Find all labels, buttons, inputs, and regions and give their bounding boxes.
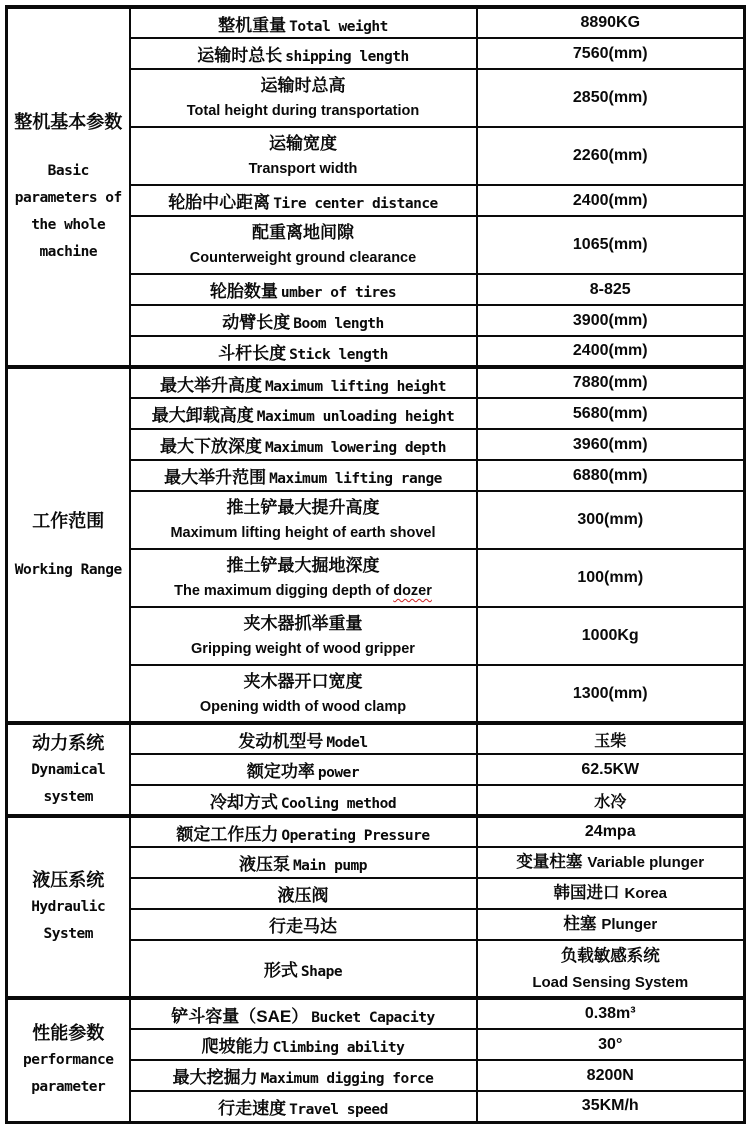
- spec-table-body: [7, 7, 745, 1122]
- category-label-en-line: Dynamical: [31, 761, 106, 778]
- category-cell-performance-parameter: [7, 998, 130, 1122]
- category-label-en-line: system: [43, 788, 93, 805]
- param-cell: [130, 816, 477, 847]
- value-cell: [477, 185, 745, 216]
- value-en: Variable plunger: [587, 854, 705, 871]
- param-label-zh: 发动机型号: [238, 731, 324, 751]
- value-en: Load Sensing System: [532, 973, 689, 991]
- value-text: 水冷: [594, 793, 627, 811]
- param-label-zh: 行走速度: [218, 1098, 287, 1118]
- value-cell: [477, 38, 745, 69]
- param-cell: [130, 305, 477, 336]
- param-label-zh: 额定工作压力: [176, 824, 279, 844]
- value-text: 0.38m³: [584, 1005, 636, 1022]
- category-cell-dynamical-system: [7, 723, 130, 816]
- value-text: 3960(mm): [572, 435, 648, 453]
- param-label-zh: 动臂长度: [222, 313, 291, 332]
- category-label-en-line: System: [43, 926, 93, 942]
- value-cell: [477, 398, 745, 429]
- category-label-en-line: parameter: [31, 1079, 106, 1096]
- value-cell: [477, 607, 745, 665]
- param-label-zh: 轮胎中心距离: [168, 193, 271, 212]
- value-cell: [477, 723, 745, 754]
- param-label-zh: 运输时总高: [260, 76, 346, 95]
- value-text: 2260(mm): [572, 147, 648, 164]
- param-label-zh: 液压阀: [277, 886, 329, 905]
- param-label-zh: 斗杆长度: [218, 343, 287, 363]
- param-cell: [130, 607, 477, 665]
- spellcheck-underlined-word: dozer: [393, 583, 432, 599]
- param-label-en: umber of tires: [280, 285, 397, 301]
- value-text: 7880(mm): [572, 374, 648, 391]
- param-cell: [130, 549, 477, 607]
- param-cell: [130, 1091, 477, 1122]
- param-cell: [130, 274, 477, 305]
- param-cell: [130, 398, 477, 429]
- param-cell: [130, 491, 477, 549]
- value-zh: 柱塞: [563, 915, 597, 933]
- value-zh: 韩国进口: [553, 884, 620, 902]
- param-label-en: Total weight: [289, 18, 388, 35]
- value-cell: [477, 847, 745, 878]
- param-cell: [130, 1060, 477, 1091]
- value-cell: [477, 665, 745, 723]
- param-label-zh: 运输宽度: [269, 134, 337, 153]
- value-cell: [477, 460, 745, 491]
- param-label-en: Counterweight ground clearance: [189, 250, 417, 266]
- param-label-en: Total height during transportation: [186, 103, 420, 119]
- param-cell: [130, 429, 477, 460]
- param-label-en: Operating Pressure: [281, 827, 430, 844]
- param-label-en: Travel speed: [289, 1101, 388, 1118]
- param-label-en: Maximum lifting height: [264, 378, 447, 395]
- param-label-en: Bucket Capacity: [311, 1009, 435, 1026]
- param-cell: [130, 216, 477, 274]
- value-text: 8200N: [586, 1066, 634, 1084]
- param-cell: [130, 185, 477, 216]
- value-cell: [477, 909, 745, 940]
- category-label-en-line: parameters of: [14, 190, 122, 206]
- param-cell: [130, 940, 477, 998]
- table-row: [7, 816, 745, 847]
- value-cell: [477, 816, 745, 847]
- value-text: 8-825: [589, 280, 631, 298]
- value-text: 1000Kg: [581, 627, 639, 644]
- param-label-zh: 推土铲最大掘地深度: [226, 556, 380, 575]
- category-label-zh: 整机基本参数: [14, 112, 123, 132]
- value-cell: [477, 1060, 745, 1091]
- value-text: 1065(mm): [572, 236, 648, 253]
- param-cell: [130, 1029, 477, 1060]
- value-cell: [477, 127, 745, 185]
- category-label-zh: 液压系统: [32, 870, 105, 890]
- value-zh: 负载敏感系统: [560, 946, 660, 965]
- param-cell: [130, 460, 477, 491]
- param-label-en: Main pump: [292, 858, 368, 874]
- param-label-en: Tire center distance: [273, 196, 438, 212]
- param-label-zh: 配重离地间隙: [252, 223, 354, 242]
- param-cell: [130, 723, 477, 754]
- value-zh: 变量柱塞: [516, 853, 583, 871]
- param-cell: [130, 909, 477, 940]
- value-cell: [477, 367, 745, 398]
- param-label-zh: 液压泵: [238, 855, 290, 874]
- param-cell: [130, 7, 477, 38]
- value-text: 300(mm): [577, 511, 644, 528]
- param-cell: [130, 847, 477, 878]
- table-row: [7, 7, 745, 38]
- category-label-en-line: the whole: [31, 217, 106, 233]
- category-label-zh: 性能参数: [32, 1023, 105, 1044]
- param-label-en: Model: [326, 734, 368, 751]
- param-cell: [130, 69, 477, 127]
- category-label-en-line: Working Range: [14, 561, 122, 578]
- param-cell: [130, 878, 477, 909]
- param-label-zh: 夹木器抓举重量: [243, 614, 363, 633]
- param-label-en: Stick length: [289, 346, 388, 363]
- param-cell: [130, 665, 477, 723]
- value-cell: [477, 69, 745, 127]
- param-label-en: Shape: [300, 964, 343, 980]
- value-text: 5680(mm): [572, 404, 648, 422]
- value-text: 7560(mm): [572, 44, 648, 62]
- param-label-en: Cooling method: [280, 795, 397, 812]
- param-label-en: Maximum digging force: [260, 1071, 434, 1087]
- value-cell: [477, 305, 745, 336]
- param-label-zh: 最大举升高度: [159, 375, 262, 395]
- param-label-zh: 夹木器开口宽度: [243, 671, 363, 691]
- param-label-en: shipping length: [285, 49, 409, 65]
- value-text: 3900(mm): [572, 311, 648, 329]
- param-cell: [130, 754, 477, 785]
- param-label-zh: 冷却方式: [209, 792, 278, 812]
- value-cell: [477, 491, 745, 549]
- param-label-en: Maximum lifting range: [269, 471, 442, 487]
- param-cell: [130, 336, 477, 367]
- param-label-en: Maximum lowering depth: [264, 440, 447, 456]
- value-text: 玉柴: [594, 732, 627, 750]
- table-row: [7, 998, 745, 1029]
- param-label-en: Maximum lifting height of earth shovel: [170, 525, 436, 541]
- param-label-zh: 铲斗容量（SAE）: [171, 1006, 309, 1026]
- category-label-zh: 动力系统: [32, 732, 105, 753]
- value-en: Korea: [624, 885, 668, 902]
- value-cell: [477, 429, 745, 460]
- param-label-en: Boom length: [293, 316, 384, 332]
- param-cell: [130, 785, 477, 816]
- value-text: 2400(mm): [572, 342, 648, 359]
- value-text: 2850(mm): [572, 89, 648, 106]
- param-label-zh: 形式: [263, 961, 298, 980]
- param-cell: [130, 367, 477, 398]
- value-cell: [477, 1091, 745, 1122]
- category-label-en-line: Hydraulic: [31, 899, 106, 915]
- table-row: [7, 367, 745, 398]
- param-label-en: Climbing ability: [272, 1040, 405, 1056]
- value-text: 24mpa: [584, 823, 636, 840]
- param-label-en: Transport width: [248, 161, 358, 177]
- value-text: 2400(mm): [572, 191, 648, 209]
- value-en: Plunger: [601, 916, 658, 933]
- param-label-en: Opening width of wood clamp: [199, 698, 407, 715]
- value-cell: [477, 940, 745, 998]
- value-cell: [477, 1029, 745, 1060]
- param-label-zh: 最大卸载高度: [151, 406, 254, 425]
- param-label-zh: 行走马达: [269, 917, 337, 936]
- value-text: 62.5KW: [581, 760, 640, 778]
- value-text: 6880(mm): [572, 466, 648, 484]
- category-label-en-line: performance: [22, 1052, 114, 1069]
- category-label-zh: 工作范围: [32, 510, 105, 531]
- category-cell-working-range: [7, 367, 130, 723]
- value-cell: [477, 216, 745, 274]
- param-cell: [130, 38, 477, 69]
- param-label-zh: 最大下放深度: [159, 437, 262, 456]
- category-cell-hydraulic-system: [7, 816, 130, 998]
- param-label-zh: 轮胎数量: [209, 282, 278, 301]
- value-text: 8890KG: [580, 14, 641, 31]
- value-cell: [477, 274, 745, 305]
- category-cell-basic-parameters: [7, 7, 130, 367]
- spec-table: [5, 5, 746, 1124]
- param-label-zh: 最大举升范围: [164, 468, 267, 487]
- param-label-en: The maximum digging depth of dozer: [174, 583, 432, 599]
- value-cell: [477, 7, 745, 38]
- value-cell: [477, 336, 745, 367]
- table-row: [7, 723, 745, 754]
- value-cell: [477, 785, 745, 816]
- param-label-zh: 推土铲最大提升高度: [226, 498, 380, 517]
- value-cell: [477, 878, 745, 909]
- param-label-zh: 爬坡能力: [201, 1037, 270, 1056]
- param-label-en: Gripping weight of wood gripper: [191, 641, 415, 657]
- value-text: 100(mm): [577, 569, 644, 586]
- value-cell: [477, 549, 745, 607]
- category-label-en-line: machine: [39, 244, 98, 260]
- value-text: 35KM/h: [581, 1097, 639, 1115]
- param-label-zh: 整机重量: [218, 15, 287, 35]
- param-label-zh: 最大挖掘力: [172, 1068, 258, 1087]
- category-label-en-line: Basic: [47, 163, 89, 179]
- value-text: 1300(mm): [572, 684, 648, 702]
- value-cell: [477, 998, 745, 1029]
- param-label-zh: 运输时总长: [197, 46, 283, 65]
- param-label-zh: 额定功率: [246, 762, 315, 781]
- value-text: 30°: [598, 1035, 623, 1053]
- param-cell: [130, 998, 477, 1029]
- param-label-en: Maximum unloading height: [256, 409, 455, 425]
- value-cell: [477, 754, 745, 785]
- param-cell: [130, 127, 477, 185]
- param-label-en: power: [317, 765, 360, 781]
